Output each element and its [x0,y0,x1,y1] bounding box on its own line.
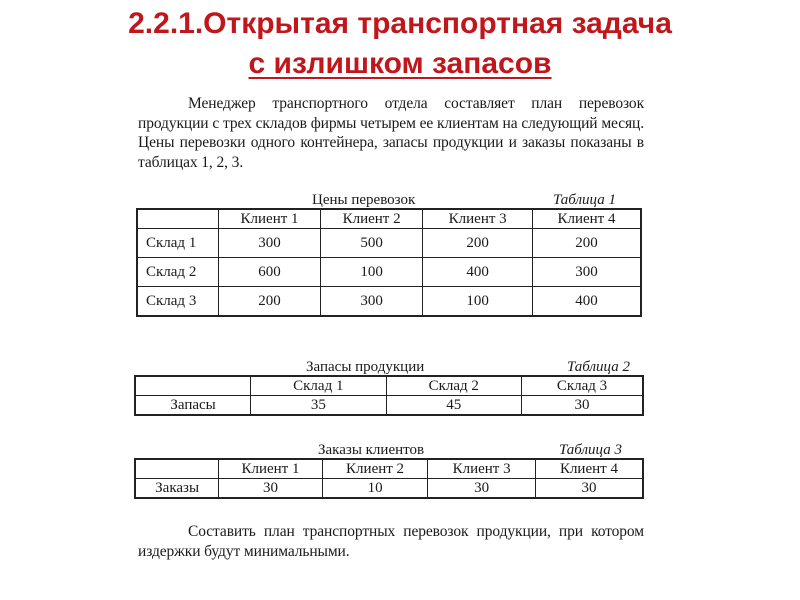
column-header: Клиент 2 [322,459,428,479]
row-header: Запасы [135,396,251,416]
table-header-row [135,376,643,396]
table-cell: 30 [535,479,643,499]
column-header: Клиент 1 [219,209,321,229]
table-cell: 200 [532,229,641,258]
page-subtitle: с излишком запасов [248,47,552,80]
table-cell: 400 [423,258,533,287]
column-header: Клиент 3 [428,459,536,479]
table2-caption: Запасы продукции [306,359,425,375]
table-cell: 300 [532,258,641,287]
table1-caption: Цены перевозок [312,192,416,208]
column-header: Клиент 4 [532,209,641,229]
orders-table [134,458,644,499]
table3-label: Таблица 3 [559,442,622,458]
table-header-row [137,209,641,229]
table-row [135,479,643,499]
table-row [137,229,641,258]
column-header: Клиент 1 [219,459,323,479]
table-row [137,287,641,317]
row-header: Склад 3 [137,287,219,317]
table-cell: 30 [219,479,323,499]
table-cell: 35 [251,396,386,416]
table-cell: 300 [219,229,321,258]
table2-label: Таблица 2 [567,359,630,375]
table-cell: 200 [423,229,533,258]
table-row [135,396,643,416]
table-cell: 200 [219,287,321,317]
column-header: Склад 2 [386,376,521,396]
table-cell: 400 [532,287,641,317]
table1-label: Таблица 1 [553,192,616,208]
table3-caption: Заказы клиентов [318,442,425,458]
intro-paragraph: Менеджер транспортного отдела составляет план перевозок продукции с трех складов фирмы четырем ее клиентам на следующий месяц. Цены перевозки одного контейнера, запасы продукции и заказы показаны в таблицах 1, 2, 3. [138,95,644,171]
table-cell: 500 [320,229,423,258]
table-cell: 600 [219,258,321,287]
column-header: Клиент 4 [535,459,643,479]
stock-table [134,375,644,416]
column-header: Клиент 3 [423,209,533,229]
prices-table [136,208,642,317]
table-cell: 30 [521,396,643,416]
table-cell: 30 [428,479,536,499]
table-cell: 10 [322,479,428,499]
column-header: Склад 1 [251,376,386,396]
table-row [137,258,641,287]
table-header-row [135,459,643,479]
row-header: Склад 2 [137,258,219,287]
table-corner-cell [135,376,251,396]
task-paragraph: Составить план транспортных перевозок продукции, при котором издержки будут минимальными. [138,523,644,560]
table-cell: 300 [320,287,423,317]
column-header: Клиент 2 [320,209,423,229]
page-title: 2.2.1.Открытая транспортная задача [128,7,672,40]
row-header: Склад 1 [137,229,219,258]
table-corner-cell [137,209,219,229]
table-cell: 100 [320,258,423,287]
row-header: Заказы [135,479,219,499]
table-corner-cell [135,459,219,479]
table-cell: 45 [386,396,521,416]
column-header: Склад 3 [521,376,643,396]
table-cell: 100 [423,287,533,317]
